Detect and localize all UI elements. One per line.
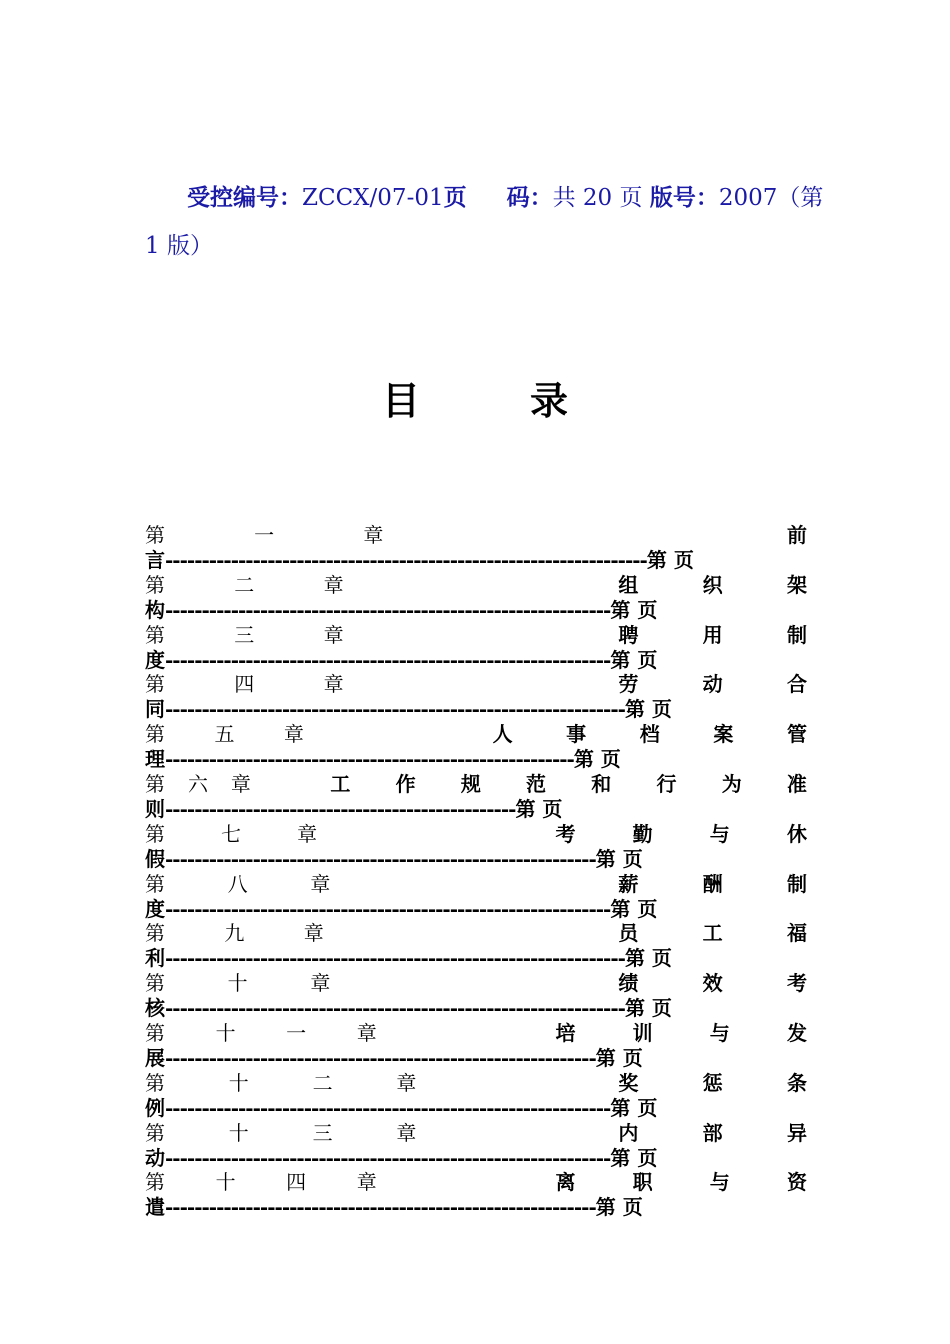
toc-chapter-prefix [145,523,383,548]
toc-entry[interactable] [145,623,807,673]
toc-prefix-char: 第 [145,523,165,547]
toc-entry-line-2 [145,747,807,771]
toc-title-char: 内 [618,1120,639,1145]
toc-chapter-prefix [145,672,344,697]
toc-entry[interactable] [145,822,807,872]
toc-title-char: 动 [702,672,723,697]
toc-entry-line-1 [145,1121,807,1146]
toc-chapter-title [330,772,807,797]
toc-title-char: 组 [618,572,639,597]
toc-entry-line-1 [145,1071,807,1096]
toc-prefix-char: 第 [145,1070,165,1095]
toc-prefix-char: 章 [297,821,318,846]
control-number-value: ZCCX/07-01 [302,185,444,211]
toc-entry-line-2 [145,1146,807,1170]
toc-page-ref: 第 页 [515,796,563,821]
toc-prefix-char: 第 [145,722,165,747]
toc-title-char: 训 [632,1020,653,1045]
toc-prefix-char: 章 [230,771,251,796]
toc-prefix-char: 一 [286,1020,307,1045]
toc-title-char: 效 [702,971,723,996]
toc-leader-dashes: ------------------------------------------------------------- [165,896,611,921]
toc-entry-line-2 [145,946,807,970]
toc-title-char: 作 [395,771,416,796]
toc-entry-line-2 [145,648,807,672]
toc-title-last-char: 假 [145,846,165,871]
toc-title-char: 规 [460,771,481,796]
toc-page-ref: 第 页 [610,597,658,622]
toc-title-char: 惩 [702,1070,723,1095]
colon: ： [529,184,553,211]
colon: ： [279,184,302,211]
title-char-2: 录 [530,378,569,423]
toc-leader-dashes: -------------------------------------------------------- [165,747,574,772]
toc-entry-line-1 [145,1021,807,1046]
toc-prefix-char: 八 [227,871,248,896]
toc-entry-line-1 [145,672,807,697]
toc-prefix-char: 章 [396,1120,417,1145]
toc-prefix-char: 章 [323,622,344,647]
toc-leader-dashes: ------------------------------------------------------------------ [165,548,647,572]
toc-title-char: 劳 [618,672,639,697]
toc-prefix-char: 第 [145,871,165,896]
toc-prefix-char: 十 [228,1120,249,1145]
toc-title-last-char: 构 [145,597,165,622]
toc-prefix-char: 十 [228,1070,249,1095]
toc-title-char: 薪 [618,871,639,896]
toc-prefix-char: 四 [234,672,255,697]
toc-prefix-char: 第 [145,771,165,796]
toc-entry[interactable] [145,1170,807,1220]
toc-title-char: 合 [787,672,807,697]
page-label-2: 码 [506,184,530,211]
toc-chapter-prefix [145,1071,416,1096]
toc-entry-line-2 [145,598,807,622]
document-control-header [145,174,824,270]
toc-title-char: 织 [702,572,723,597]
toc-chapter-title [618,872,807,897]
toc-entry[interactable] [145,672,807,722]
toc-title-char: 福 [787,921,807,946]
toc-chapter-title [618,971,807,996]
toc-prefix-char: 四 [286,1170,307,1195]
page-title [0,370,950,425]
toc-prefix-char: 章 [323,672,344,697]
toc-prefix-char: 章 [310,871,331,896]
toc-prefix-char: 七 [221,821,242,846]
toc-entry[interactable] [145,1021,807,1071]
toc-title-char: 聘 [618,622,639,647]
toc-page-ref: 第 页 [610,1095,658,1120]
toc-entry-line-1 [145,523,807,548]
toc-title-char: 和 [591,771,612,796]
toc-chapter-prefix [145,772,251,797]
toc-leader-dashes: --------------------------------------------------------------- [165,996,625,1021]
toc-title-last-char: 度 [145,896,165,921]
toc-leader-dashes: ------------------------------------------------------------- [165,1145,611,1170]
toc-entry[interactable] [145,1121,807,1171]
toc-chapter-prefix [145,1021,377,1046]
toc-prefix-char: 章 [356,1170,377,1195]
toc-leader-dashes: ------------------------------------------------------------- [165,647,611,672]
toc-chapter-title [493,722,807,747]
toc-prefix-char: 第 [145,1120,165,1145]
toc-title-last-char: 言 [145,548,165,572]
toc-entry[interactable] [145,1071,807,1121]
toc-title-char: 档 [639,722,660,747]
toc-prefix-char: 十 [215,1020,236,1045]
toc-title-char: 部 [702,1120,723,1145]
toc-entry[interactable] [145,523,807,573]
toc-entry-line-1 [145,623,807,648]
toc-leader-dashes: ----------------------------------------------------------- [165,846,596,871]
toc-page-ref: 第 页 [610,647,658,672]
toc-chapter-title [555,1021,807,1046]
toc-chapter-title [618,672,807,697]
toc-chapter-prefix [145,573,344,598]
toc-page-ref: 第 页 [610,1145,658,1170]
toc-title-last-char: 例 [145,1095,165,1120]
toc-prefix-char: 第 [145,1020,165,1045]
toc-chapter-title [555,1170,807,1195]
toc-entry[interactable] [145,872,807,922]
toc-title-char: 异 [787,1120,807,1145]
toc-title-char: 勤 [632,821,653,846]
toc-title-char: 发 [786,1020,807,1045]
toc-chapter-prefix [145,722,304,747]
toc-chapter-title [618,1121,807,1146]
toc-entry[interactable] [145,573,807,623]
toc-title-last-char: 遣 [145,1195,165,1220]
toc-entry-line-2 [145,897,807,921]
toc-entry-line-2 [145,797,807,821]
version-value-part1: 2007（第 [718,185,824,211]
toc-chapter-title [608,523,807,548]
toc-prefix-char: 章 [310,971,331,996]
toc-prefix-char: 第 [145,971,165,996]
toc-title-char: 工 [330,771,351,796]
toc-entry-line-2 [145,1195,807,1219]
toc-leader-dashes: ------------------------------------------------------------- [165,1095,611,1120]
toc-chapter-title [618,921,807,946]
toc-page-ref: 第 页 [646,548,694,572]
toc-page-ref: 第 页 [624,697,672,722]
toc-page-ref: 第 页 [595,1045,643,1070]
toc-title-char: 准 [786,771,807,796]
version-label: 版号 [649,184,696,211]
toc-chapter-title [618,623,807,648]
toc-title-char: 奖 [618,1070,639,1095]
toc-page-ref: 第 页 [624,996,672,1021]
toc-entry-line-1 [145,822,807,847]
toc-leader-dashes: --------------------------------------------------------------- [165,946,625,971]
toc-leader-dashes: ----------------------------------------------------------- [165,1195,596,1220]
toc-prefix-char: 章 [303,921,324,946]
toc-page-ref: 第 页 [610,896,658,921]
toc-entry[interactable] [145,921,807,971]
toc-entry-line-1 [145,573,807,598]
toc-title-last-char: 核 [145,996,165,1021]
toc-title-char: 架 [787,572,807,597]
toc-entry-line-1 [145,772,807,797]
toc-prefix-char: 三 [312,1120,333,1145]
toc-title-char: 资 [786,1170,807,1195]
toc-title-char: 酬 [702,871,723,896]
toc-entry[interactable] [145,772,807,822]
toc-title-char: 前 [787,523,807,547]
toc-prefix-char: 第 [145,921,165,946]
toc-entry-line-2 [145,1096,807,1120]
toc-title-char: 考 [787,971,807,996]
toc-title-last-char: 展 [145,1045,165,1070]
toc-prefix-char: 章 [283,722,304,747]
toc-entry-line-2 [145,548,807,572]
toc-entry-line-2 [145,996,807,1020]
toc-title-char: 制 [787,622,807,647]
toc-prefix-char: 二 [234,572,255,597]
toc-chapter-title [618,1071,807,1096]
toc-chapter-title [618,573,807,598]
toc-entry-line-2 [145,697,807,721]
toc-prefix-char: 一 [254,523,275,547]
toc-leader-dashes: ------------------------------------------------ [165,796,516,821]
toc-chapter-prefix [145,822,317,847]
toc-title-char: 制 [787,871,807,896]
toc-title-last-char: 动 [145,1145,165,1170]
toc-entry-line-2 [145,847,807,871]
toc-chapter-prefix [145,1170,377,1195]
control-line-2: 1 版） [145,233,213,259]
toc-prefix-char: 五 [214,722,235,747]
toc-page-ref: 第 页 [573,747,621,772]
toc-entry-line-1 [145,722,807,747]
toc-title-char: 离 [555,1170,576,1195]
toc-title-char: 人 [492,722,513,747]
toc-prefix-char: 第 [145,622,165,647]
toc-entry-line-1 [145,1170,807,1195]
toc-chapter-prefix [145,1121,416,1146]
toc-title-char: 行 [656,771,677,796]
toc-prefix-char: 章 [363,523,384,547]
title-char-1: 目 [381,378,420,423]
toc-title-char: 工 [702,921,723,946]
toc-page-ref: 第 页 [595,1195,643,1220]
toc-title-char: 绩 [618,971,639,996]
toc-leader-dashes: ------------------------------------------------------------- [165,597,611,622]
toc-title-char: 考 [555,821,576,846]
toc-title-last-char: 同 [145,697,165,722]
toc-prefix-char: 十 [227,971,248,996]
toc-prefix-char: 十 [215,1170,236,1195]
control-line-1 [145,174,824,222]
toc-prefix-char: 章 [323,572,344,597]
page-label: 页 [443,184,467,211]
toc-prefix-char: 第 [145,572,165,597]
toc-entry-line-2 [145,1046,807,1070]
toc-chapter-title [555,822,807,847]
toc-title-char: 培 [555,1020,576,1045]
toc-title-char: 管 [787,722,807,747]
toc-title-char: 范 [526,771,547,796]
toc-title-last-char: 度 [145,647,165,672]
toc-title-char: 与 [709,821,730,846]
toc-prefix-char: 第 [145,672,165,697]
toc-prefix-char: 六 [187,771,208,796]
page-count: 共 20 页 [552,185,643,211]
toc-title-char: 与 [709,1170,730,1195]
toc-title-char: 为 [721,771,742,796]
toc-chapter-prefix [145,921,324,946]
table-of-contents [145,523,807,1220]
toc-title-last-char: 理 [145,747,165,772]
toc-chapter-prefix [145,623,344,648]
toc-page-ref: 第 页 [624,946,672,971]
toc-title-char: 休 [786,821,807,846]
toc-prefix-char: 第 [145,1170,165,1195]
toc-page-ref: 第 页 [595,846,643,871]
toc-entry[interactable] [145,722,807,772]
toc-entry[interactable] [145,971,807,1021]
toc-title-char: 职 [632,1170,653,1195]
toc-title-char: 与 [709,1020,730,1045]
toc-title-last-char: 利 [145,946,165,971]
toc-leader-dashes: ----------------------------------------------------------- [165,1045,596,1070]
toc-title-char: 事 [566,722,587,747]
colon: ： [695,184,719,211]
toc-leader-dashes: --------------------------------------------------------------- [165,697,625,722]
toc-title-char: 用 [702,622,723,647]
toc-title-char: 案 [713,722,734,747]
toc-title-last-char: 则 [145,796,165,821]
toc-prefix-char: 三 [234,622,255,647]
toc-title-char: 条 [787,1070,807,1095]
toc-prefix-char: 第 [145,821,165,846]
toc-entry-line-1 [145,921,807,946]
toc-prefix-char: 九 [224,921,245,946]
toc-prefix-char: 章 [396,1070,417,1095]
toc-prefix-char: 二 [312,1070,333,1095]
control-number-label: 受控编号 [187,184,279,211]
toc-entry-line-1 [145,872,807,897]
toc-entry-line-1 [145,971,807,996]
toc-title-char: 员 [618,921,639,946]
toc-chapter-prefix [145,872,330,897]
toc-prefix-char: 章 [356,1020,377,1045]
toc-chapter-prefix [145,971,330,996]
